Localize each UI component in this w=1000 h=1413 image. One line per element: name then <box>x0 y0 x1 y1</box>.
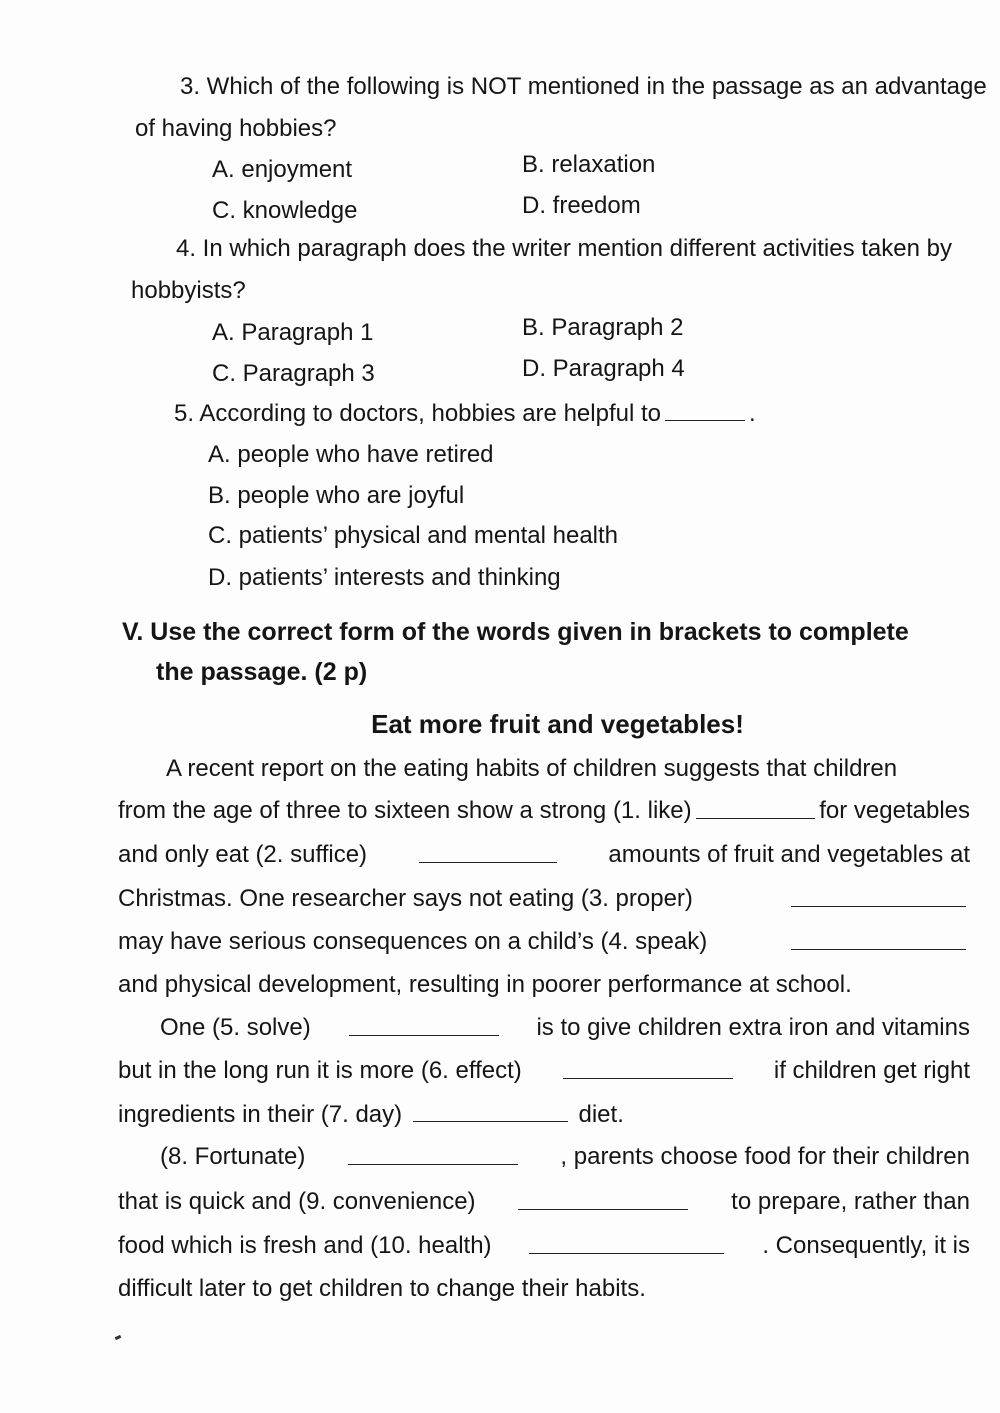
question-5-option-b: B. people who are joyful <box>208 482 465 509</box>
passage-line-6-text: and physical development, resulting in poorer performance at school. <box>118 971 852 998</box>
passage-line-10-text: (8. Fortunate) <box>160 1143 306 1170</box>
question-5-option-a: A. people who have retired <box>208 441 494 468</box>
passage-line-6 <box>118 970 970 1000</box>
answer-blank-2[interactable] <box>419 840 557 863</box>
passage-line-3-tail: amounts of fruit and vegetables at <box>608 841 970 868</box>
question-5-blank[interactable] <box>665 398 745 421</box>
passage-title <box>0 708 1000 740</box>
passage-line-7-tail: is to give children extra iron and vitamins <box>536 1014 970 1041</box>
passage-line-10-tail: , parents choose food for their children <box>560 1143 970 1170</box>
answer-blank-10[interactable] <box>529 1231 724 1254</box>
answer-blank-8[interactable] <box>348 1142 518 1165</box>
passage-line-11 <box>118 1187 970 1217</box>
passage-line-5-text: may have serious consequences on a child’s (4. speak) <box>118 928 708 955</box>
section-5-heading: V. Use the correct form of the words given in brackets to complete <box>122 618 909 646</box>
answer-blank-3[interactable] <box>791 884 966 907</box>
question-4-option-a: A. Paragraph 1 <box>212 319 374 346</box>
passage-line-9-text: ingredients in their (7. day) <box>118 1101 403 1128</box>
passage-line-12 <box>118 1231 970 1261</box>
passage-line-8-text: but in the long run it is more (6. effect) <box>118 1057 522 1084</box>
question-5-text: 5. According to doctors, hobbies are helpful to <box>174 400 661 427</box>
passage-line-8 <box>118 1056 970 1086</box>
question-5-option-d: D. patients’ interests and thinking <box>208 564 561 591</box>
question-3-option-d: D. freedom <box>522 192 641 219</box>
question-3-option-c: C. knowledge <box>212 197 358 224</box>
answer-blank-1[interactable] <box>696 796 816 819</box>
passage-line-4-text: Christmas. One researcher says not eating (3. proper) <box>118 885 693 912</box>
answer-blank-4[interactable] <box>791 927 966 950</box>
passage-line-4 <box>118 884 970 914</box>
answer-blank-6[interactable] <box>563 1056 733 1079</box>
question-4-option-d: D. Paragraph 4 <box>522 355 685 382</box>
passage-line-8-tail: if children get right <box>773 1057 970 1084</box>
stray-ink-mark <box>115 1335 122 1340</box>
question-5-period: . <box>748 400 756 427</box>
question-3-continuation: of having hobbies? <box>135 115 337 142</box>
passage-line-12-tail: . Consequently, it is <box>762 1232 970 1259</box>
question-4-option-b: B. Paragraph 2 <box>522 314 684 341</box>
passage-title-text: Eat more fruit and vegetables! <box>371 709 744 739</box>
question-4-text: 4. In which paragraph does the writer mention different activities taken by <box>176 235 952 262</box>
answer-blank-7[interactable] <box>413 1099 568 1122</box>
passage-line-11-tail: to prepare, rather than <box>731 1188 970 1215</box>
passage-line-3 <box>118 840 970 870</box>
passage-line-3-text: and only eat (2. suffice) <box>118 841 368 868</box>
question-3-text: 3. Which of the following is NOT mentioned in the passage as an advantage <box>180 73 987 100</box>
passage-line-7-text: One (5. solve) <box>160 1014 311 1041</box>
passage-line-1 <box>166 754 970 784</box>
passage-line-10 <box>160 1142 970 1172</box>
answer-blank-5[interactable] <box>349 1013 499 1036</box>
question-3-option-b: B. relaxation <box>522 151 656 178</box>
section-5-heading-continuation: the passage. (2 p) <box>156 658 368 686</box>
question-3-option-a: A. enjoyment <box>212 156 353 183</box>
answer-blank-9[interactable] <box>518 1187 688 1210</box>
passage-line-2-tail: for vegetables <box>819 797 970 824</box>
passage-line-11-text: that is quick and (9. convenience) <box>118 1188 476 1215</box>
passage-line-9-tail: diet. <box>578 1101 624 1128</box>
passage-line-5 <box>118 927 970 957</box>
passage-line-12-text: food which is fresh and (10. health) <box>118 1232 492 1259</box>
passage-line-7 <box>160 1013 970 1043</box>
passage-line-9 <box>118 1099 970 1130</box>
question-5-option-c: C. patients’ physical and mental health <box>208 522 619 549</box>
question-4-option-c: C. Paragraph 3 <box>212 360 375 387</box>
question-5-line <box>174 398 756 429</box>
passage-line-13-text: difficult later to get children to change their habits. <box>118 1275 646 1302</box>
passage-line-13 <box>118 1274 970 1304</box>
passage-line-2-text: from the age of three to sixteen show a strong (1. like) <box>118 797 692 824</box>
passage-line-2 <box>118 796 970 826</box>
passage-line-1-text: A recent report on the eating habits of children suggests that children <box>166 755 898 782</box>
question-4-continuation: hobbyists? <box>131 277 246 304</box>
